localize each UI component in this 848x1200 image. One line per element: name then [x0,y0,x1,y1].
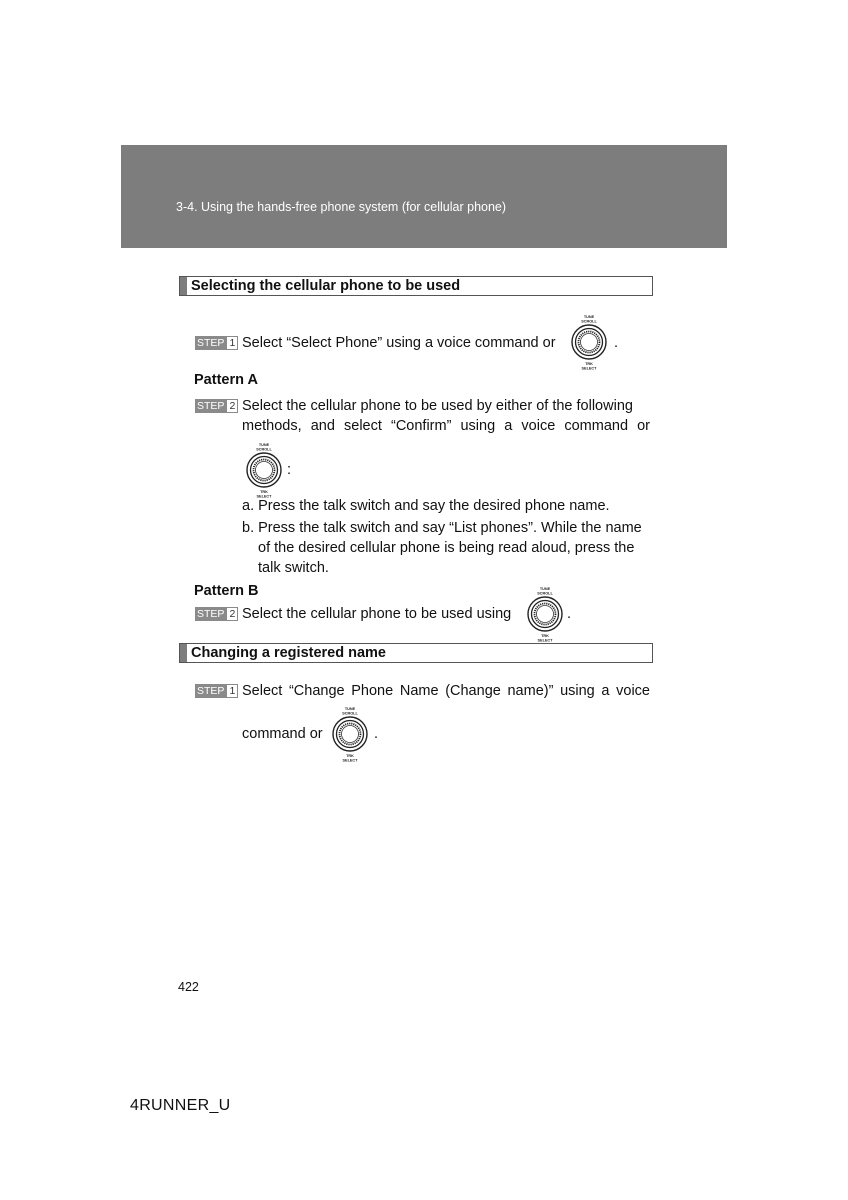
step-colon: : [287,462,292,478]
list-item-a: a. Press the talk switch and say the desired phone name. [242,498,610,514]
step-label: STEP [197,400,225,412]
step-text-line2: methods, and select “Confirm” using a voice command or [242,418,650,434]
step-label: STEP [197,685,225,697]
section-heading-selecting-phone [179,276,653,296]
section-heading-bar [180,644,187,662]
pattern-a-heading: Pattern A [194,372,258,388]
step-number: 2 [226,607,238,621]
document-footer: 4RUNNER_U [130,1097,231,1114]
tune-scroll-knob-icon [565,313,613,371]
list-item-b-line2: of the desired cellular phone is being read aloud, press the [258,540,635,556]
pattern-b-heading: Pattern B [194,583,259,599]
svg-text:TUNE: TUNE [583,315,595,319]
list-item-b-line1: b. Press the talk switch and say “List phones”. While the name [242,520,642,536]
step-badge [195,399,238,413]
step-period: . [567,606,572,622]
svg-text:SCROLL: SCROLL [537,591,553,596]
section-heading-changing-name [179,643,653,663]
step-text: Select “Select Phone” using a voice command or [242,335,556,351]
step-number: 1 [226,336,238,350]
svg-text:SELECT: SELECT [537,638,553,643]
step-period: . [614,335,619,351]
svg-text:TRK: TRK [541,634,549,638]
svg-text:TUNE: TUNE [539,587,551,591]
chapter-header-band [121,145,727,248]
svg-text:SCROLL: SCROLL [256,447,272,452]
section-heading-bar [180,277,187,295]
page-number: 422 [178,980,199,994]
step-label: STEP [197,608,225,620]
step-text-line2: command or [242,726,323,742]
step-number: 2 [226,399,238,413]
section-title: Changing a registered name [191,645,386,661]
chapter-title: 3-4. Using the hands-free phone system (for cellular phone) [176,200,507,214]
tune-scroll-knob-icon [326,705,374,763]
svg-text:SELECT: SELECT [581,366,597,371]
svg-text:SELECT: SELECT [342,758,358,763]
section-title: Selecting the cellular phone to be used [191,278,461,294]
svg-text:SCROLL: SCROLL [581,319,597,324]
step-text-line1: Select the cellular phone to be used by either of the following [242,398,633,414]
svg-text:TUNE: TUNE [344,707,356,711]
step-text: Select the cellular phone to be used using [242,606,512,622]
svg-text:SELECT: SELECT [256,494,272,499]
step-badge [195,336,238,350]
svg-text:TUNE: TUNE [258,443,270,447]
svg-text:SCROLL: SCROLL [342,711,358,716]
svg-text:TRK: TRK [260,490,268,494]
step-period: . [374,726,379,742]
tune-scroll-knob-icon [240,441,288,499]
svg-text:TRK: TRK [346,754,354,758]
tune-scroll-knob-icon [521,585,572,643]
step-badge [195,684,238,698]
step-label: STEP [197,337,225,349]
step-badge [195,607,238,621]
step-number: 1 [226,684,238,698]
step-text-line1: Select “Change Phone Name (Change name)” using a voice [242,683,650,699]
svg-text:TRK: TRK [585,362,593,366]
list-item-b-line3: talk switch. [258,560,329,576]
